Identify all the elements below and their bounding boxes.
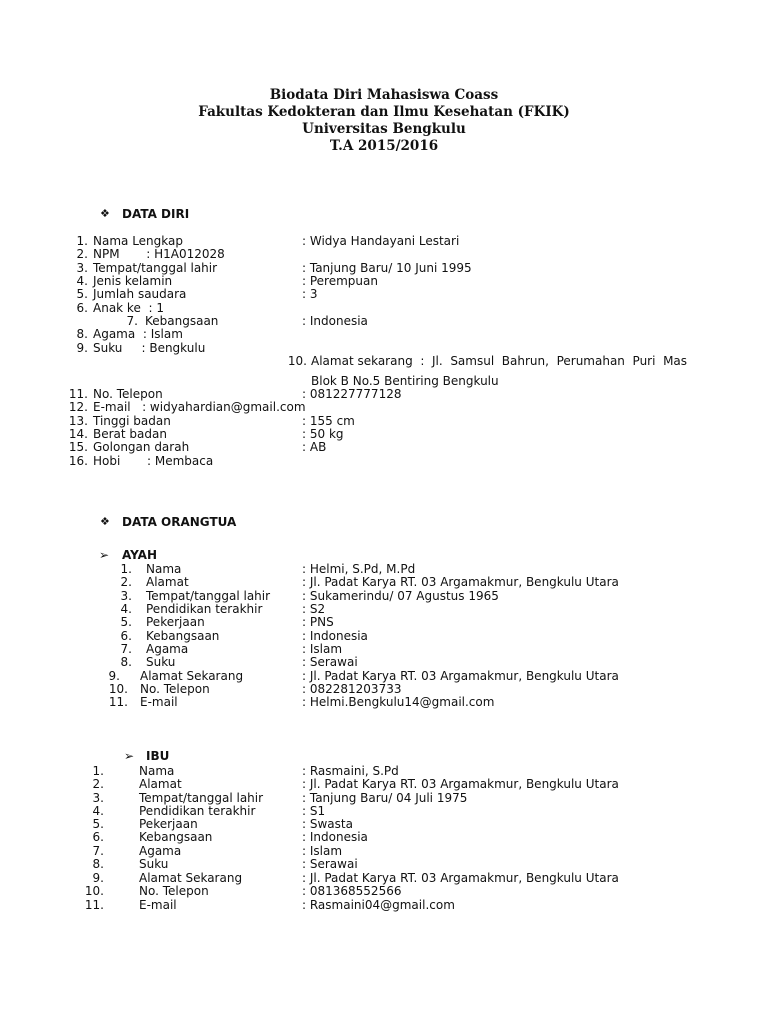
field-label: Tempat/tanggal lahir — [93, 261, 218, 275]
field-value: : Jl. Padat Karya RT. 03 Argamakmur, Bengkulu Utara — [302, 575, 619, 589]
item-number: 4. — [76, 274, 88, 288]
field-label: Alamat Sekarang — [139, 871, 243, 885]
field-value: : Helmi.Bengkulu14@gmail.com — [302, 695, 495, 709]
item-number: 2. — [76, 247, 88, 261]
doc-title: Biodata Diri Mahasiswa Coass — [269, 87, 499, 103]
item-number: 10. — [108, 682, 128, 696]
field-value: : Jl. Padat Karya RT. 03 Argamakmur, Bengkulu Utara — [302, 777, 619, 791]
field-label: Alamat — [146, 575, 189, 589]
field-label: Nama — [146, 562, 182, 576]
item-number: 10. — [84, 884, 104, 898]
field-label: Pendidikan terakhir — [146, 602, 263, 616]
item-number: 7. — [120, 642, 132, 656]
field-value: : Helmi, S.Pd, M.Pd — [302, 562, 416, 576]
field-value: : Rasmaini, S.Pd — [302, 764, 399, 778]
field-label: Tinggi badan — [93, 414, 171, 428]
item-number: 16. — [68, 454, 88, 468]
field-value: : Indonesia — [302, 629, 368, 643]
academic-year: T.A 2015/2016 — [329, 138, 439, 154]
item-number: 3. — [92, 791, 104, 805]
item-number: 4. — [120, 602, 132, 616]
item-number: 2. — [120, 575, 132, 589]
field-value: : Tanjung Baru/ 10 Juni 1995 — [302, 261, 472, 275]
field-value: : Jl. Padat Karya RT. 03 Argamakmur, Bengkulu Utara — [302, 669, 619, 683]
field-label: E-mail — [139, 898, 177, 912]
field-label: Jenis kelamin — [93, 274, 173, 288]
field-label: Tempat/tanggal lahir — [139, 791, 264, 805]
field-value: : Sukamerindu/ 07 Agustus 1965 — [302, 589, 499, 603]
field-label: Suku : Bengkulu — [93, 341, 206, 355]
item-number: 8. — [120, 655, 132, 669]
field-value: : 3 — [302, 287, 318, 301]
field-label: Suku — [146, 655, 176, 669]
subsection-heading-ibu: IBU — [146, 749, 170, 763]
field-value: : 082281203733 — [302, 682, 402, 696]
field-value: : 155 cm — [302, 414, 355, 428]
item-number: 5. — [120, 615, 132, 629]
field-label: Kebangsaan — [145, 314, 219, 328]
field-label: E-mail : widyahardian@gmail.com — [93, 400, 306, 414]
field-label: Suku — [139, 857, 169, 871]
faculty-name: Fakultas Kedokteran dan Ilmu Kesehatan (FKIK) — [198, 104, 570, 120]
field-value: : Serawai — [302, 857, 358, 871]
field-label: E-mail — [140, 695, 178, 709]
field-label: Kebangsaan — [146, 629, 220, 643]
field-label: Anak ke : 1 — [93, 301, 164, 315]
field-label: Hobi : Membaca — [93, 454, 214, 468]
field-value: : Islam — [302, 844, 343, 858]
item-number: 8. — [92, 857, 104, 871]
field-value: : Tanjung Baru/ 04 Juli 1975 — [302, 791, 468, 805]
item-number: 11. — [84, 898, 104, 912]
item-number: 4. — [92, 804, 104, 818]
arrow-bullet-icon: ➢ — [99, 548, 110, 562]
field-label: Pendidikan terakhir — [139, 804, 256, 818]
arrow-bullet-icon: ➢ — [124, 749, 135, 763]
item-number: 1. — [76, 234, 88, 248]
field-label: No. Telepon — [140, 682, 210, 696]
section-heading-data-orangtua: DATA ORANGTUA — [122, 515, 237, 529]
field-value: : 081227777128 — [302, 387, 402, 401]
item-number: 11. — [68, 387, 88, 401]
field-value: : Swasta — [302, 817, 353, 831]
field-label: Agama — [146, 642, 189, 656]
field-value: : 50 kg — [302, 427, 344, 441]
item-number: 14. — [68, 427, 88, 441]
item-number: 1. — [92, 764, 104, 778]
field-label: Alamat — [139, 777, 182, 791]
field-value: : Indonesia — [302, 830, 368, 844]
item-number: 7. — [126, 314, 138, 328]
field-label: Jumlah saudara — [93, 287, 187, 301]
field-value: : S1 — [302, 804, 326, 818]
item-number: 6. — [76, 301, 88, 315]
item-number: 9. — [92, 871, 104, 885]
subsection-heading-ayah: AYAH — [122, 548, 158, 562]
item-number: 7. — [92, 844, 104, 858]
field-label: Pekerjaan — [139, 817, 198, 831]
field-label: Agama — [139, 844, 182, 858]
field-label: Agama : Islam — [93, 327, 183, 341]
field-label: Alamat sekarang : Jl. Samsul Bahrun, Perumahan Puri Mas — [311, 354, 688, 368]
field-value: : Widya Handayani Lestari — [302, 234, 460, 248]
university-name: Universitas Bengkulu — [302, 121, 466, 137]
item-number: 11. — [108, 695, 128, 709]
field-value: : Serawai — [302, 655, 358, 669]
field-label: NPM : H1A012028 — [93, 247, 225, 261]
field-label: Nama Lengkap — [93, 234, 183, 248]
item-number: 6. — [92, 830, 104, 844]
field-label: Pekerjaan — [146, 615, 205, 629]
field-label: Nama — [139, 764, 175, 778]
field-value: : PNS — [302, 615, 334, 629]
field-value: : 081368552566 — [302, 884, 402, 898]
field-value: Blok B No.5 Bentiring Bengkulu — [311, 374, 499, 388]
field-label: Alamat Sekarang — [140, 669, 244, 683]
field-value: : Perempuan — [302, 274, 378, 288]
section-heading-data-diri: DATA DIRI — [122, 207, 190, 221]
field-value: : Islam — [302, 642, 343, 656]
field-label: Berat badan — [93, 427, 167, 441]
field-value: : AB — [302, 440, 327, 454]
diamond-bullet-icon: ❖ — [100, 515, 110, 528]
item-number: 5. — [76, 287, 88, 301]
field-label: Golongan darah — [93, 440, 190, 454]
item-number: 10. — [287, 354, 307, 368]
item-number: 2. — [92, 777, 104, 791]
field-value: : Jl. Padat Karya RT. 03 Argamakmur, Bengkulu Utara — [302, 871, 619, 885]
field-label: Tempat/tanggal lahir — [146, 589, 271, 603]
item-number: 15. — [68, 440, 88, 454]
item-number: 12. — [68, 400, 88, 414]
field-label: No. Telepon — [139, 884, 209, 898]
item-number: 6. — [120, 629, 132, 643]
field-value: : S2 — [302, 602, 326, 616]
item-number: 5. — [92, 817, 104, 831]
item-number: 13. — [68, 414, 88, 428]
item-number: 1. — [120, 562, 132, 576]
item-number: 9. — [108, 669, 120, 683]
field-label: No. Telepon — [93, 387, 163, 401]
item-number: 9. — [76, 341, 88, 355]
field-value: : Indonesia — [302, 314, 368, 328]
item-number: 8. — [76, 327, 88, 341]
item-number: 3. — [120, 589, 132, 603]
diamond-bullet-icon: ❖ — [100, 207, 110, 220]
field-value: : Rasmaini04@gmail.com — [302, 898, 455, 912]
item-number: 3. — [76, 261, 88, 275]
field-label: Kebangsaan — [139, 830, 213, 844]
